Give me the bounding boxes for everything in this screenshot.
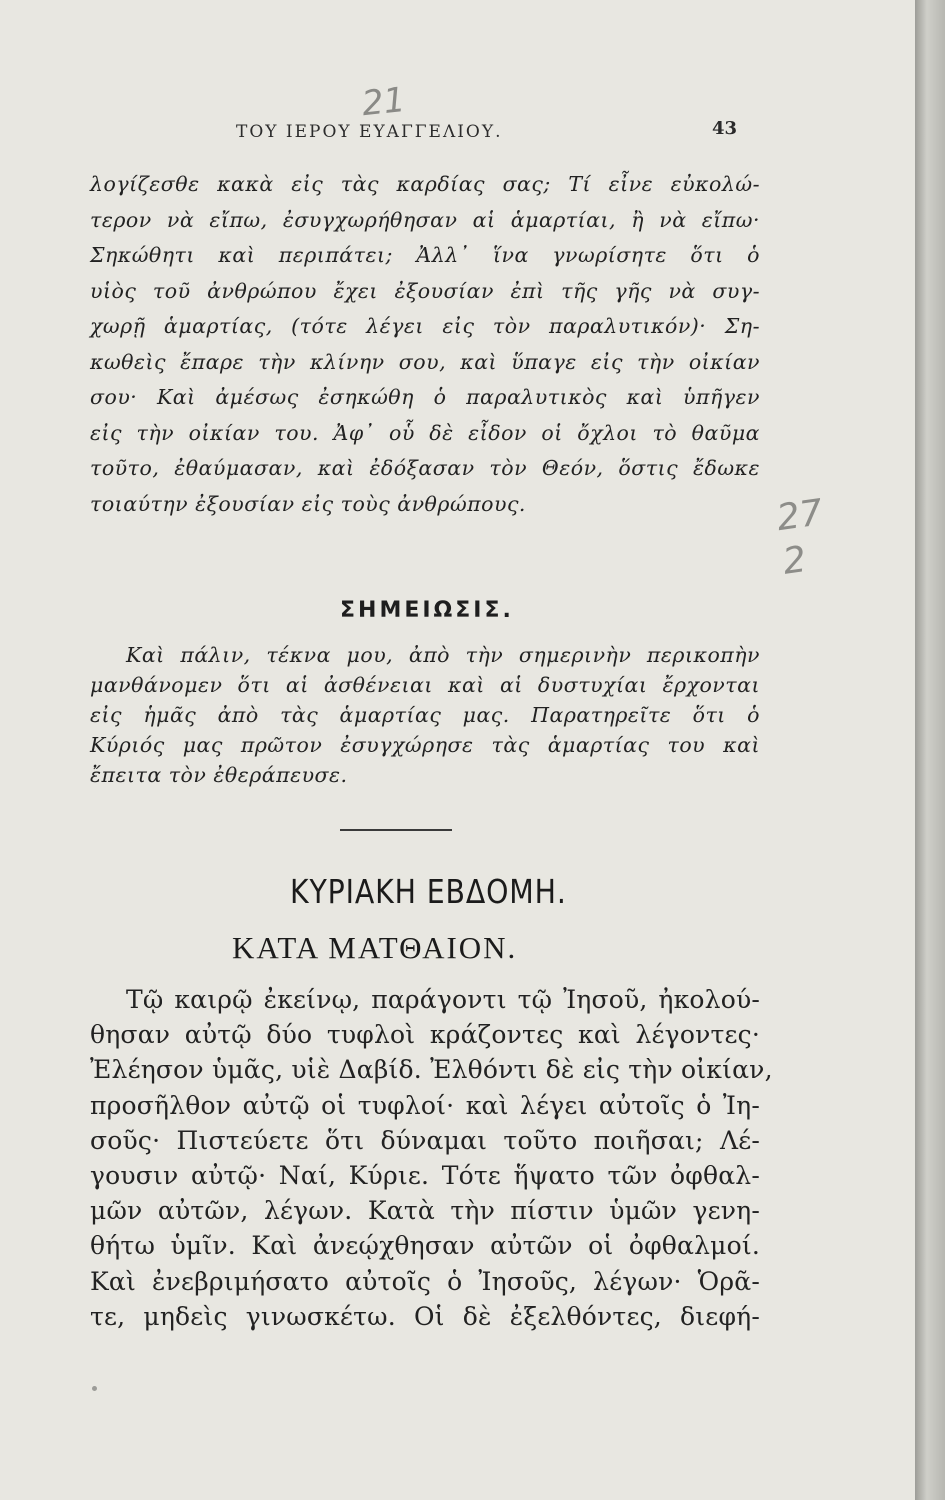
text-line: τοιαύτην ἐξουσίαν εἰς τοὺς ἀνθρώπους. <box>90 491 526 516</box>
text-line: λογίζεσθε κακὰ εἰς τὰς καρδίας σας; Τί εἶνε εὐκολώ- <box>90 172 760 196</box>
text-line: προσῆλθον αὐτῷ οἱ τυφλοί· καὶ λέγει αὐτοῖς ὁ Ἰη- <box>90 1090 760 1120</box>
text-line: Ἐλέησον ὑμᾶς, υἱὲ Δαβίδ. Ἐλθόντι δὲ εἰς τὴν οἰκίαν, <box>90 1055 773 1085</box>
page-number: 43 <box>712 118 738 139</box>
text-line: τερον νὰ εἴπω, ἐσυγχωρήθησαν αἱ ἁμαρτίαι, ἢ νὰ εἴπω· <box>90 207 760 232</box>
notes-paragraph <box>90 640 760 790</box>
running-head: ΤΟΥ ΙΕΡΟΥ ΕΥΑΓΓΕΛΙΟΥ. <box>236 122 503 142</box>
text-line: Σηκώθητι καὶ περιπάτει; Ἀλλ᾽ ἵνα γνωρίσητε ὅτι ὁ <box>90 243 760 267</box>
paragraph-continuation <box>90 167 760 522</box>
gospel-paragraph <box>90 982 773 1334</box>
section-subtitle: ΚΑΤΑ ΜΑΤΘΑΙΟΝ. <box>232 930 518 965</box>
text-line: μῶν αὐτῶν, λέγων. Κατὰ τὴν πίστιν ὑμῶν γενη- <box>90 1196 760 1226</box>
text-line: Κύριός μας πρῶτον ἐσυγχώρησε τὰς ἁμαρτίας του καὶ <box>90 733 760 757</box>
text-line: κωθεὶς ἔπαρε τὴν κλίνην σου, καὶ ὕπαγε εἰς τὴν οἰκίαν <box>90 349 760 374</box>
text-line: μανθάνομεν ὅτι αἱ ἀσθένειαι καὶ αἱ δυστυχίαι ἔρχονται <box>90 673 760 697</box>
text-line: Καὶ πάλιν, τέκνα μου, ἀπὸ τὴν σημερινὴν περικοπὴν <box>126 643 760 667</box>
notes-heading: ΣΗΜΕΙΩΣΙΣ. <box>340 598 514 623</box>
pencil-annotation-side <box>774 491 832 585</box>
text-line: γουσιν αὐτῷ· Ναί, Κύριε. Τότε ἥψατο τῶν ὀφθαλ- <box>90 1161 760 1191</box>
text-line: τοῦτο, ἐθαύμασαν, καὶ ἐδόξασαν τὸν Θεόν, ὅστις ἔδωκε <box>90 456 760 480</box>
page-edge-shadow <box>915 0 945 1500</box>
text-line: σου· Καὶ ἀμέσως ἐσηκώθη ὁ παραλυτικὸς καὶ ὑπῆγεν <box>90 385 760 409</box>
text-line: εἰς τὴν οἰκίαν του. Ἀφ᾽ οὗ δὲ εἶδον οἱ ὄχλοι τὸ θαῦμα <box>90 420 760 445</box>
pencil-annotation-side-line: 27 <box>774 492 826 540</box>
paper-speck <box>92 1386 97 1391</box>
text-line: θήτω ὑμῖν. Καὶ ἀνεῴχθησαν αὐτῶν οἱ ὀφθαλμοί. <box>90 1231 760 1261</box>
text-line: θησαν αὐτῷ δύο τυφλοὶ κράζοντες καὶ λέγοντες· <box>90 1020 760 1050</box>
pencil-annotation-top: 21 <box>360 79 408 125</box>
pencil-annotation-side-line: 2 <box>780 538 809 583</box>
text-line: Καὶ ἐνεβριμήσατο αὐτοῖς ὁ Ἰησοῦς, λέγων· Ὁρᾶ- <box>90 1266 760 1296</box>
text-line: υἱὸς τοῦ ἀνθρώπου ἔχει ἐξουσίαν ἐπὶ τῆς γῆς νὰ συγ- <box>90 278 760 303</box>
text-line: τε, μηδεὶς γινωσκέτω. Οἱ δὲ ἐξελθόντες, διεφή- <box>90 1301 760 1331</box>
section-divider <box>340 829 452 831</box>
text-line: ἔπειτα τὸν ἐθεράπευσε. <box>90 763 348 787</box>
text-line: Τῷ καιρῷ ἐκείνῳ, παράγοντι τῷ Ἰησοῦ, ἠκολού- <box>126 985 760 1014</box>
text-line: χωρῇ ἁμαρτίας, (τότε λέγει εἰς τὸν παραλυτικόν)· Ση- <box>90 314 760 338</box>
text-line: εἰς ἡμᾶς ἀπὸ τὰς ἁμαρτίας μας. Παρατηρεῖτε ὅτι ὁ <box>90 703 760 727</box>
text-line: σοῦς· Πιστεύετε ὅτι δύναμαι τοῦτο ποιῆσαι; Λέ- <box>90 1125 760 1155</box>
section-title: ΚΥΡΙΑΚΗ ΕΒΔΟΜΗ. <box>290 872 567 911</box>
